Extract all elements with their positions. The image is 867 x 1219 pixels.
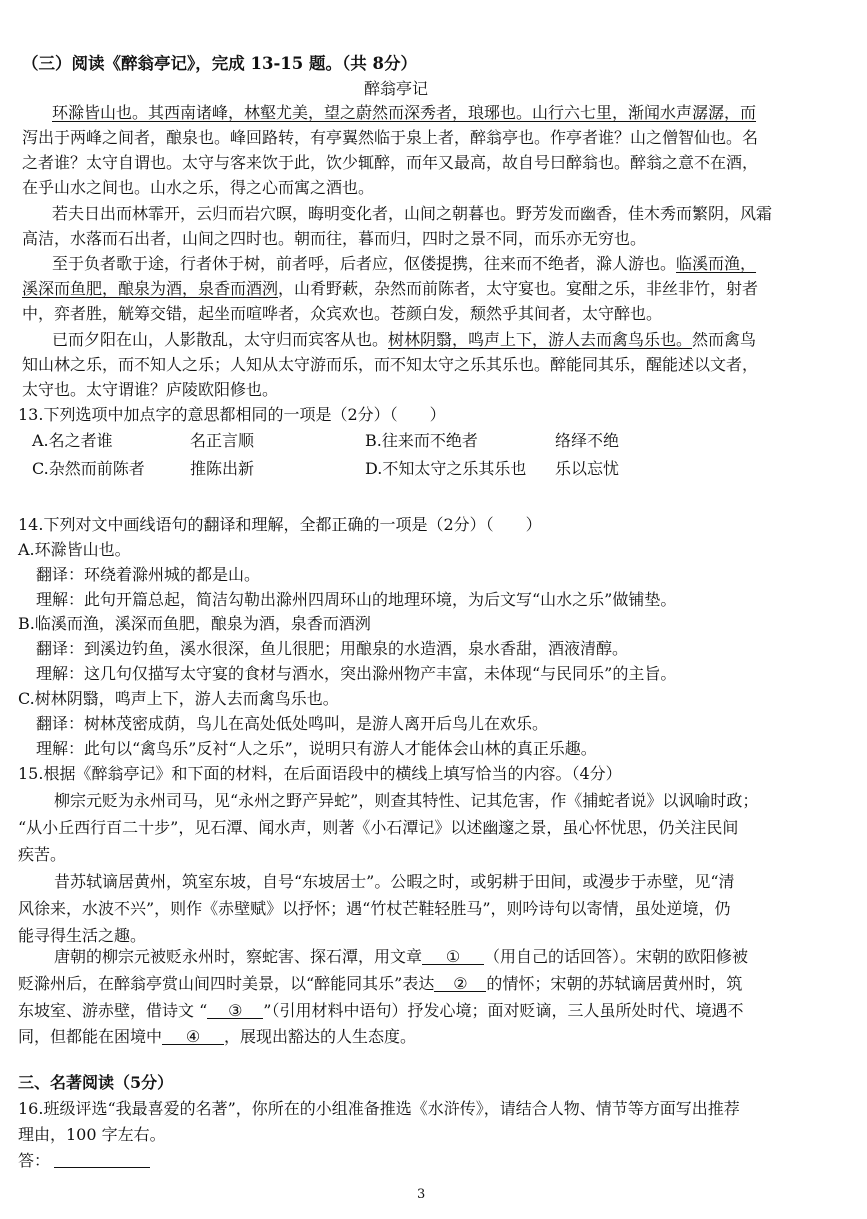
q15-material-line: 能寻得生活之趣。: [18, 926, 147, 945]
mingzhu-heading: 三、名著阅读（5分）: [18, 1073, 174, 1092]
underlined-phrase: 树林阴翳，鸣声上下，游人去而禽鸟乐也。: [388, 330, 693, 349]
q13-option-d-pair: 乐以忘忧: [555, 459, 620, 478]
q14-b-understanding: 理解：这几句仅描写太守宴的食材与酒水，突出滁州物产丰富，未体现“与民同乐”的主旨。: [36, 664, 677, 683]
blank-1[interactable]: ①: [422, 946, 484, 965]
q13-option-a: A.名之者谁: [32, 431, 113, 450]
answer-label: 答：: [18, 1151, 51, 1170]
q14-a-translation: 翻译：环绕着滁州城的都是山。: [36, 565, 261, 584]
q14-option-c: C.树林阴翳，鸣声上下，游人去而禽鸟乐也。: [18, 689, 339, 708]
passage-line: 之者谁？太守自谓也。太守与客来饮于此，饮少辄醉，而年又最高，故自号曰醉翁也。醉翁之意不在酒，: [22, 153, 759, 172]
underlined-phrase: 溪深而鱼肥，酿泉为酒，泉香而酒洌: [22, 279, 279, 298]
q15-material-line: 风徐来，水波不兴”，则作《赤壁赋》以抒怀；遇“竹杖芒鞋轻胜马”，则吟诗句以寄情，虽处逆境，仍: [18, 899, 731, 918]
q13-option-a-pair: 名正言顺: [190, 431, 255, 450]
passage-line: 中，弈者胜，觥筹交错，起坐而喧哗者，众宾欢也。苍颜白发，颓然乎其间者，太守醉也。: [22, 304, 663, 323]
q16-stem: 16.班级评选“我最喜爱的名著”，你所在的小组准备推选《水浒传》，请结合人物、情节等方面写出推荐: [18, 1099, 740, 1118]
underlined-phrase: 临溪而渔，: [676, 254, 757, 273]
q14-a-understanding: 理解：此句开篇总起，简洁勾勒出滁州四周环山的地理环境，为后文写“山水之乐”做铺垫。: [36, 590, 677, 609]
answer-line[interactable]: [54, 1167, 150, 1168]
passage-title: 醉翁亭记: [364, 79, 429, 98]
q14-stem: 14.下列对文中画线语句的翻译和理解，全都正确的一项是（2分）（ ）: [18, 515, 542, 534]
q15-fill-line: 贬滁州后，在醉翁亭赏山间四时美景，以“醉能同其乐”表达 ② 的情怀；宋朝的苏轼谪居黄州时，筑: [18, 974, 743, 993]
q13-option-b: B.往来而不绝者: [365, 431, 478, 450]
q14-option-a: A.环滁皆山也。: [18, 540, 131, 559]
q16-stem-2: 理由，100 字左右。: [18, 1125, 166, 1144]
q13-stem: 13.下列选项中加点字的意思都相同的一项是（2分）（ ）: [18, 405, 446, 424]
blank-4[interactable]: ④: [162, 1026, 224, 1045]
passage-line: 若夫日出而林霏开，云归而岩穴暝，晦明变化者，山间之朝暮也。野芳发而幽香，佳木秀而繁阴，风霜: [52, 204, 773, 223]
passage-line: 在乎山水之间也。山水之乐，得之心而寓之酒也。: [22, 178, 375, 197]
passage-line: 太守也。太守谓谁？庐陵欧阳修也。: [22, 380, 279, 399]
q15-material-line: 疾苦。: [18, 845, 67, 864]
q13-option-c: C.杂然而前陈者: [32, 459, 145, 478]
q15-material-line: 昔苏轼谪居黄州，筑室东坡，自号“东坡居士”。公暇之时，或躬耕于田间，或漫步于赤壁，见“清: [54, 872, 735, 891]
q14-c-translation: 翻译：树林茂密成荫，鸟儿在高处低处鸣叫，是游人离开后鸟儿在欢乐。: [36, 714, 549, 733]
blank-3[interactable]: ③: [207, 1000, 263, 1019]
q14-c-understanding: 理解：此句以“禽鸟乐”反衬“人之乐”，说明只有游人才能体会山林的真正乐趣。: [36, 739, 597, 758]
blank-2[interactable]: ②: [434, 973, 486, 992]
q15-fill-line: 唐朝的柳宗元被贬永州时，察蛇害、探石潭，用文章 ① （用自己的话回答）。宋朝的欧阳修被: [54, 947, 749, 966]
q15-material-line: 柳宗元贬为永州司马，见“永州之野产异蛇”，则查其特性、记其危害，作《捕蛇者说》以讽喻时政；: [54, 791, 759, 810]
passage-line: [52, 102, 756, 124]
passage-line: 高洁，水落而石出者，山间之四时也。朝而往，暮而归，四时之景不同，而乐亦无穷也。: [22, 229, 647, 248]
passage-line: 泻出于两峰之间者，酿泉也。峰回路转，有亭翼然临于泉上者，醉翁亭也。作亭者谁？山之僧智仙也。名: [22, 128, 759, 147]
passage-line: 已而夕阳在山，人影散乱，太守归而宾客从也。树林阴翳，鸣声上下，游人去而禽鸟乐也。然而禽鸟: [52, 330, 757, 349]
section-heading: （三）阅读《醉翁亭记》，完成 13-15 题。（共 8分）: [22, 54, 417, 73]
q15-fill-line: 东坡室、游赤壁，借诗文 “ ③ ”（引用材料中语句）抒发心境；面对贬谪，三人虽所处时代、境遇不: [18, 1001, 744, 1020]
q13-option-b-pair: 络绎不绝: [555, 431, 620, 450]
underlined-phrase: 环滁皆山也。其西南诸峰，林壑尤美，望之蔚然而深秀者，琅琊也。山行六七里，渐闻水声潺潺，而: [52, 103, 757, 122]
q15-stem: 15.根据《醉翁亭记》和下面的材料，在后面语段中的横线上填写恰当的内容。（4分）: [18, 764, 622, 783]
q13-option-d: D.不知太守之乐其乐也: [365, 459, 527, 478]
q14-option-b: B.临溪而渔，溪深而鱼肥，酿泉为酒，泉香而酒洌: [18, 614, 371, 633]
passage-line: 至于负者歌于途，行者休于树，前者呼，后者应，伛偻提携，往来而不绝者，滁人游也。临溪而渔，: [52, 254, 757, 273]
q14-b-translation: 翻译：到溪边钓鱼，溪水很深，鱼儿很肥；用酿泉的水造酒，泉水香甜，酒液清醇。: [36, 639, 629, 658]
q13-option-c-pair: 推陈出新: [190, 459, 255, 478]
q15-material-line: “从小丘西行百二十步”，见石潭、闻水声，则著《小石潭记》以述幽邃之景，虽心怀忧思，仍关注民间: [18, 818, 739, 837]
page-number: 3: [417, 1187, 426, 1202]
passage-line: 溪深而鱼肥，酿泉为酒，泉香而酒洌，山肴野蔌，杂然而前陈者，太守宴也。宴酣之乐，非丝非竹，射者: [22, 279, 759, 298]
passage-line: 知山林之乐，而不知人之乐；人知从太守游而乐，而不知太守之乐其乐也。醉能同其乐，醒能述以文者，: [22, 355, 759, 374]
q15-fill-line: 同，但都能在困境中 ④ ，展现出豁达的人生态度。: [18, 1027, 417, 1046]
